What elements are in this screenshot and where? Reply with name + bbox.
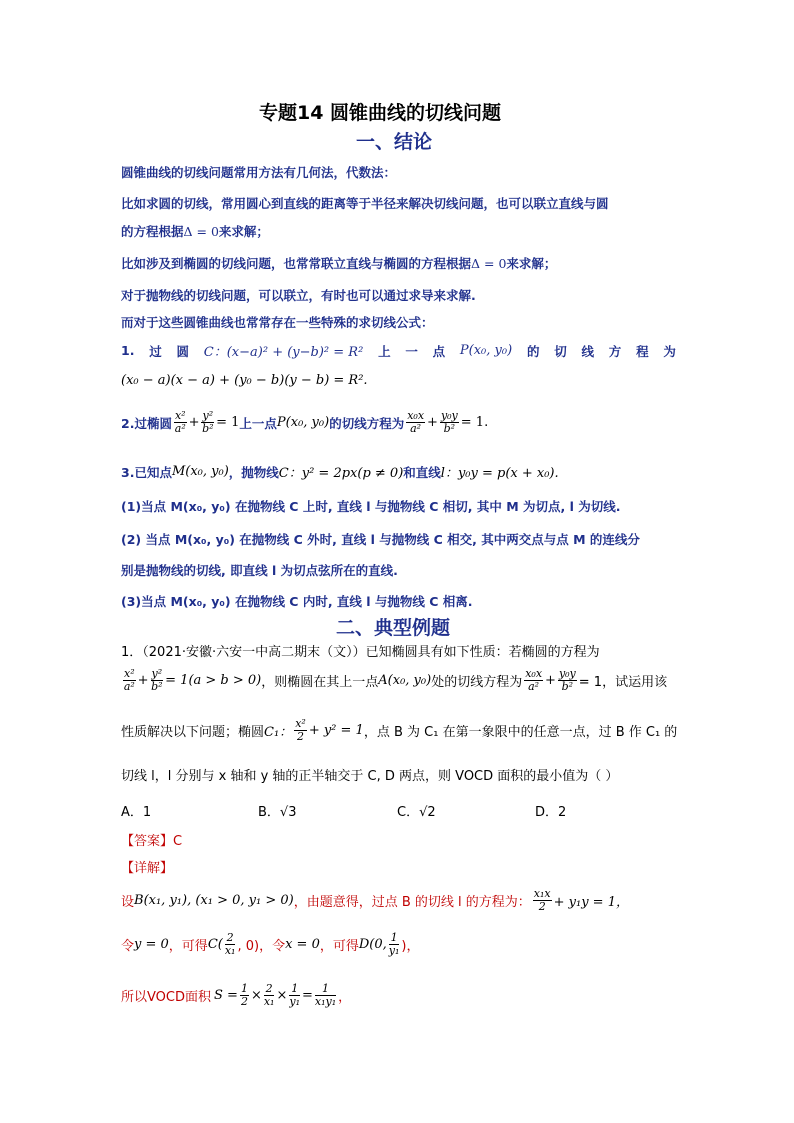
delta-expr: Δ = 0 [183, 224, 219, 239]
text-segment: 方 [608, 343, 622, 359]
fraction-1-2: $\frac{1}{2}$ [240, 982, 248, 1009]
text-segment: 一 [405, 343, 418, 359]
sub-item-3: (3)当点 M(x₀, y₀) 在抛物线 C 内时, 直线 l 与抛物线 C 相离. [121, 594, 473, 609]
fraction-x2-a2: $\frac{\text{x²}}{\text{a²}}$ [174, 409, 186, 436]
equals-sign: = [302, 988, 313, 1004]
point-d: D(0, [358, 937, 387, 953]
fraction-1-y1: $\frac{1}{\text{y₁}}$ [289, 982, 300, 1009]
formula-item-3 [121, 462, 559, 481]
sub-item-2-cont: 别是抛物线的切线, 即直线 l 为切点弦所在的直线. [121, 563, 398, 578]
point-c: C( [207, 937, 223, 953]
point-expr: M(x₀, y₀) [171, 464, 229, 479]
text-segment: 所以VOCD面积 [121, 990, 211, 1006]
text-segment: 3.已知点 [121, 464, 172, 480]
solution-line-1 [121, 888, 629, 913]
text-segment: 点 [432, 343, 446, 359]
question-line-3 [121, 718, 677, 743]
text-segment: ，由题意得，过点 B 的切线 l 的方程为： [293, 895, 531, 911]
intro-text: 圆锥曲线的切线问题常用方法有几何法，代数法： [121, 165, 397, 180]
section-heading-conclusion: 一、结论 [356, 131, 433, 153]
text-segment: 切 [554, 343, 567, 359]
text-segment: 的 [526, 343, 540, 359]
fraction-1-x1y1: $\frac{1}{\text{x₁y₁}}$ [314, 982, 337, 1009]
text-segment: 过 [149, 343, 162, 359]
ellipse-condition: = 1(a > b > 0) [165, 673, 262, 689]
delta-expr: Δ = 0 [471, 256, 507, 271]
text-segment: 为 [663, 343, 676, 359]
text-segment: 的方程根据 [121, 224, 184, 239]
text-segment: , 0)，令 [237, 939, 286, 955]
option-b[interactable]: B．√3 [258, 805, 297, 820]
equals-one: = 1. [460, 415, 489, 431]
tangent-equation-circle: (x₀ − a)(x − a) + (y₀ − b)(y − b) = R². [121, 373, 368, 388]
fraction-x0x-a2: $\frac{\text{x₀x}}{\text{a²}}$ [525, 667, 543, 694]
fraction-x0x-a2: $\frac{\text{x₀x}}{\text{a²}}$ [407, 409, 425, 436]
text-segment: ，可得 [319, 939, 359, 955]
text-segment: 处的切线方程为 [431, 675, 523, 691]
times-sign: × [250, 988, 262, 1004]
option-a[interactable]: A．1 [121, 805, 152, 820]
sub-item-2: (2) 当点 M(x₀, y₀) 在抛物线 C 外时, 直线 l 与抛物线 C 相交, 其中两交点与点 M 的连线分 [121, 532, 640, 547]
text-segment: 来求解； [506, 256, 557, 271]
fraction-y2-b2: $\frac{\text{y²}}{\text{b²}}$ [151, 667, 163, 694]
plus-sign: + [137, 673, 149, 689]
plus-sign: + [188, 415, 200, 431]
text-segment: 来求解； [218, 224, 269, 239]
tangent-equation: + y₁y = 1， [553, 895, 629, 911]
question-line-1: 1．（2021·安徽·六安一中高二期末（文））已知椭圆具有如下性质：若椭圆的方程为 [121, 645, 600, 660]
text-segment: )， [401, 939, 420, 955]
text-segment: = 1，试运用该 [578, 675, 668, 691]
text-segment: 比如涉及到椭圆的切线问题，也常常联立直线与椭圆的方程根据 [121, 256, 472, 271]
area-expr: S = [214, 988, 238, 1004]
point-expr: P(x₀, y₀) [459, 343, 513, 358]
text-segment: 令 [121, 939, 135, 955]
point-expr: A(x₀, y₀) [378, 673, 432, 689]
circle-equation: C：(x−a)² + (y−b)² = R² [203, 345, 364, 360]
paragraph-circle-tangent-cont [121, 222, 269, 240]
point-expr: B(x₁, y₁), (x₁ > 0, y₁ > 0) [134, 893, 294, 909]
text-segment: 的切线方程为 [329, 415, 405, 431]
solution-line-2 [121, 932, 419, 957]
fraction-y2-b2: $\frac{\text{y²}}{\text{b²}}$ [202, 409, 214, 436]
fraction-x2-2: $\frac{\text{x²}}{2}$ [295, 717, 306, 744]
question-line-2 [121, 668, 667, 693]
text-segment: 性质解决以下问题；椭圆 [121, 725, 265, 741]
formula-item-1 [121, 341, 676, 360]
solution-line-3 [121, 983, 351, 1008]
item-number: 1. [121, 343, 135, 358]
ellipse-equation: + y² = 1 [308, 723, 364, 739]
equals-one: = 1 [216, 415, 240, 431]
text-segment: 上一点 [239, 415, 277, 431]
ellipse-name: C₁： [264, 725, 293, 741]
page-title: 专题14 圆锥曲线的切线问题 [259, 102, 502, 124]
text-segment: 设 [121, 895, 135, 911]
text-segment: 线 [581, 343, 595, 359]
fraction-x2-a2: $\frac{\text{x²}}{\text{a²}}$ [123, 667, 135, 694]
fraction-y0y-b2: $\frac{\text{y₀y}}{\text{b²}}$ [440, 409, 458, 436]
detail-label: 【详解】 [121, 861, 174, 876]
paragraph-parabola-tangent: 对于抛物线的切线问题，可以联立，有时也可以通过求导来求解. [121, 288, 476, 303]
text-segment: ， [338, 990, 352, 1006]
question-line-4: 切线 l，l 分别与 x 轴和 y 轴的正半轴交于 C, D 两点，则 VOCD 面积的最小值为（ ） [121, 769, 619, 784]
text-segment: 2.过椭圆 [121, 415, 172, 431]
sub-item-1: (1)当点 M(x₀, y₀) 在抛物线 C 上时, 直线 l 与抛物线 C 相切, 其中 M 为切点, l 为切线. [121, 499, 621, 514]
option-d[interactable]: D．2 [535, 805, 567, 820]
text-segment: 上 [378, 343, 391, 359]
math-expr: x = 0 [285, 937, 320, 953]
text-segment: ，抛物线 [228, 464, 279, 480]
plus-sign: + [427, 415, 438, 431]
paragraph-ellipse-tangent [121, 254, 556, 272]
text-segment: ，则椭圆在其上一点 [261, 675, 379, 691]
text-segment: 和直线 [403, 464, 441, 480]
formula-item-2 [121, 410, 488, 435]
fraction-2-x1: $\frac{2}{\text{x₁}}$ [224, 931, 236, 958]
fraction-x1x-2: $\frac{\text{x₁x}}{2}$ [533, 887, 551, 914]
math-expr: y = 0 [134, 937, 169, 953]
text-segment: ，点 B 为 C₁ 在第一象限中的任意一点，过 B 作 C₁ 的 [363, 725, 678, 741]
plus-sign: + [545, 673, 556, 689]
paragraph-special-formulas: 而对于这些圆锥曲线也常常存在一些特殊的求切线公式： [121, 315, 434, 330]
answer-label: 【答案】C [121, 834, 183, 849]
paragraph-circle-tangent: 比如求圆的切线，常用圆心到直线的距离等于半径来解决切线问题，也可以联立直线与圆 [121, 196, 609, 211]
point-expr: P(x₀, y₀) [276, 415, 330, 431]
fraction-1-y1: $\frac{1}{\text{y₁}}$ [388, 931, 400, 958]
section-heading-examples: 二、典型例题 [336, 617, 451, 639]
option-c[interactable]: C．√2 [397, 805, 436, 820]
times-sign: × [276, 988, 288, 1004]
fraction-2-x1: $\frac{2}{\text{x₁}}$ [263, 982, 275, 1009]
text-segment: 圆 [176, 343, 190, 359]
text-segment: ，可得 [168, 939, 208, 955]
parabola-equation: C：y² = 2px(p ≠ 0) [278, 466, 404, 481]
fraction-y0y-b2: $\frac{\text{y₀y}}{\text{b²}}$ [558, 667, 576, 694]
text-segment: 程 [636, 343, 649, 359]
line-equation: l：y₀y = p(x + x₀). [440, 466, 559, 481]
